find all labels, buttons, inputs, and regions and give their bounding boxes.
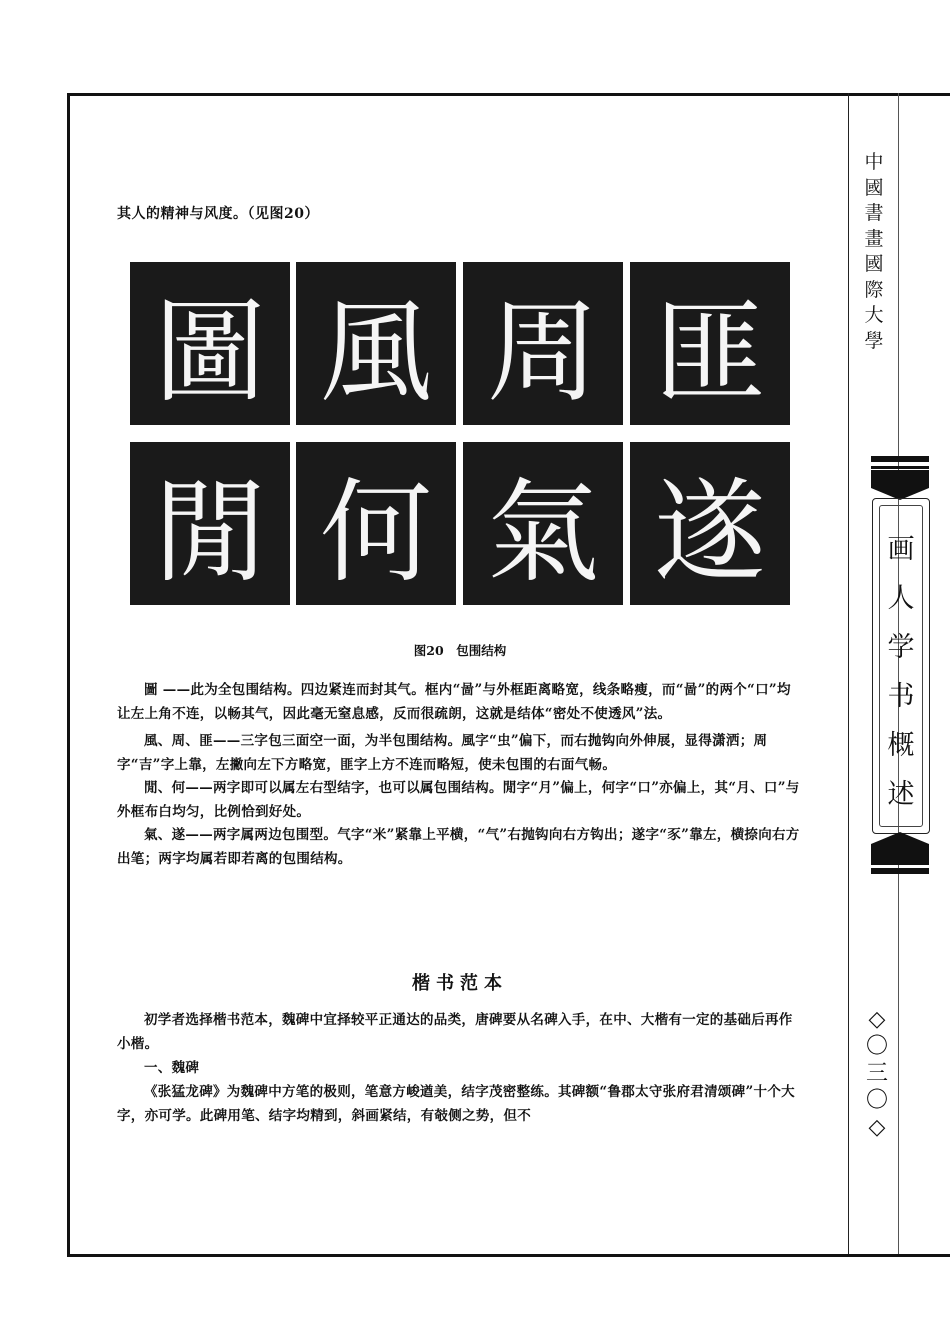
section-heading: 楷书范本 [412,973,508,994]
sidebar-rule-inner [848,93,849,1254]
rubbing-tile [463,442,623,605]
paragraph: 《张猛龙碑》为魏碑中方笔的极则，笔意方峻遒美，结字茂密整练。其碑额“鲁郡太守张府君清颂碑”十个大字，亦可学。此碑用笔、结字均精到，斜画紧结，有攲侧之势，但不 [117,1084,795,1124]
rubbing-char: 匪 [654,288,766,418]
analysis-paragraphs [117,679,803,871]
rubbing-char: 遂 [654,468,766,598]
banner-bottom-chevron [871,832,929,862]
school-name-vertical: 中 國 書 畫 國 際 大 學 [864,151,884,352]
section-paragraphs [117,1008,803,1128]
banner-top-bar-thin [871,466,929,469]
paragraph: 初学者选择楷书范本，魏碑中宜择较平正通达的品类，唐碑要从名碑入手，在中、大楷有一定的基础后再作小楷。 [117,1012,793,1052]
chapter-title-vertical: 画 人 学 书 概 述 [887,534,915,810]
intro-line: 其人的精神与风度。（见图20） [117,206,319,222]
page-number-vertical: ◇ 〇 三 〇 ◇ [866,1007,889,1140]
banner-top-bar [871,456,929,462]
banner-top-chevron [871,470,929,500]
paragraph: 閒、何——两字即可以属左右型结字，也可以属包围结构。閒字“月”偏上，何字“口”亦偏上，其“月、口”与外框布白均匀，比例恰到好处。 [117,780,800,820]
subheading: 一、魏碑 [144,1060,200,1076]
rubbing-tile [296,262,456,425]
rubbing-char: 何 [320,468,432,598]
rubbing-char: 氣 [487,468,599,598]
figure-caption: 图20 包围结构 [413,643,507,658]
calligraphy-figure [130,262,795,607]
rubbing-tile [296,442,456,605]
rubbing-char: 圖 [154,288,266,418]
banner-bottom-bar [871,868,929,874]
rubbing-tile [130,262,290,425]
rubbing-tile [630,262,790,425]
banner-bottom-bar-thin [871,862,929,865]
paragraph: 氣、遂——两字属两边包围型。气字“米”紧靠上平横，“气”右抛钩向右方钩出；遂字“豕”靠左，横捺向右方出笔；两字均属若即若离的包围结构。 [117,827,800,867]
rubbing-char: 風 [320,288,432,418]
rubbing-char: 閒 [154,468,266,598]
paragraph: 圖 ——此为全包围结构。四边紧连而封其气。框内“啚”与外框距离略宽，线条略瘦，而“啚”的两个“口”均让左上角不连，以畅其气，因此毫无窒息感，反而很疏朗，这就是结体“密处不使透风”法。 [117,682,791,722]
rubbing-tile [130,442,290,605]
rubbing-tile [630,442,790,605]
paragraph: 風、周、匪——三字包三面空一面，为半包围结构。風字“虫”偏下，而右抛钩向外伸展，显得潇洒；周字“吉”字上靠，左撇向左下方略宽，匪字上方不连而略短，使未包围的右面气畅。 [117,733,768,773]
rubbing-tile [463,262,623,425]
rubbing-char: 周 [487,288,599,418]
